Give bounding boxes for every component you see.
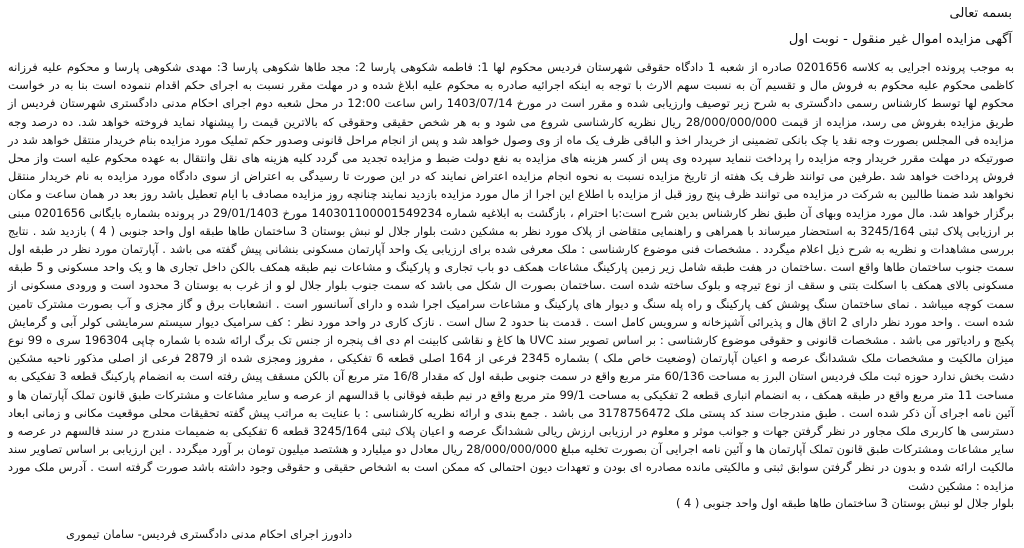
auction-notice-document xyxy=(6,6,1016,546)
basmala-header: بسمه تعالی xyxy=(949,6,1012,21)
property-address: بلوار جلال لو نبش بوستان 3 ساختمان طاها طبقه اول واحد جنوبی ( 4 ) xyxy=(675,495,1014,510)
notice-body-text: به موجب پرونده اجرایی به کلاسه 0201656 صادره از شعبه 1 دادگاه حقوقی شهرستان فردیس محکوم لها 1: فاطمه شکوهی پارسا 2: مجد طاها شکوهی پارسا 3: مهدی شکوهی پارسا و محکوم علیه فرزانه کاظمی محکوم علیه محکوم به فروش مال و تقسیم آن به نسبت سهم الارث با توجه به اینکه اجرائیه صادره به محکوم علیه ابلاغ شده و در مهلت مقرر نسبت به اجرای حکم اقدام ننموده است بنا به در خواست محکوم لها توسط کارشناس رسمی دادگستری به شرح زیر توصیف وارزیابی شده و مقرر است در مورخ 1403/07/14 راس ساعت 12:00 در محل شعبه دوم اجرای احکام مدنی دادگستری شهرستان فردیس از طریق مزایده بفروش می رسد، مزایده از قیمت 28/000/000/000 ریال نظریه کارشناسی شروع می شود و به هر شخص حقیقی وحقوقی که بالاترین قیمت را پیشنهاد نماید فروخته خواهد شد. ده درصد وجه مزایده فی المجلس بصورت وجه نقد یا چک بانکی تضمینی از خریدار اخذ و الباقی ظرف یک ماه از وی وصول خواهد شد و پس از انجام مراحل قانونی وصدور حکم تملیک مورد مزایده بنام خریدار منتقل خواهد شد در صورتیکه در مهلت مقرر خریدار وجه مزایده را پرداخت ننماید سپرده وی پس از کسر هزینه های مزایده به نفع دولت ضبط و مزایده تجدید می گردد کلیه هزینه های نقل وانتقال به عهده محکوم علیه است واز محل فروش پرداخت خواهد شد .طرفین می توانند ظرف یک هفته از تاریخ مزایده نسبت به نحوه انجام مزایده اعتراض نمایند که در این صورت تا رسیدگی به اعتراض از سوی دادگاه مورد مزایده به نام خریدار منتقل نخواهد شد ضمنا طالبین به شرکت در مزایده می توانند ظرف پنج روز قبل از مزایده با اطلاع این اجرا از مال مورد مزایده بازدید نمایند چنانچه روز مزایده مصادف با ایام تعطیل باشد روز بعد در همان ساعت و مکان برگزار خواهد شد. مال مورد مزایده وبهای آن طبق نظر کارشناس بدین شرح است:با احترام ، بازگشت به ابلاغیه شماره 140301100001549234 مورخ 29/01/1403 در پرونده بشماره بایگانی 0201656 مبنی بر ارزیابی پلاک ثبتی 3245/164 به استحضار میرساند با همراهی و راهنمایی متقاضی از پلاک مورد نظر به مشکین دشت بلوار جلال لو نبش بوستان 3 ساختمان طاها طبقه اول واحد جنوبی ( 4 ) بازدید شد . نتایج بررسی مشاهدات و نظریه به شرح ذیل اعلام میگردد . مشخصات فنی موضوع کارشناسی : ملک معرفی شده برای ارزیابی یک واحد آپارتمان مسکونی بنشانی پیش گفته می باشد . آپارتمان مورد نظر در طبقه اول سمت جنوب ساختمان طاها واقع است .ساختمان در هفت طبقه شامل زیر زمین پارکینگ مشاعات همکف دو باب تجاری و پارکینگ و مشاعات نیم طبقه همکف بالکن داخل تجاری ها و یک واحد مسکونی و 5 طبقه مسکونی بالای همکف با اسکلت بتنی و سقف از نوع تیرچه و بلوک ساخته شده است .ساختمان بصورت ال شکل می باشد که سمت جنوب بلوار جلال لو و از غرب به بوستان 3 محدود است و ورودی مسکونی از سمت کوچه میباشد . نمای ساختمان سنگ پوشش کف پارکینگ و راه پله سنگ و دیوار های پارکینگ و مشاعات سرامیک اجرا شده و دارای آسانسور است . انشعابات برق و گاز مجزی و آب بصورت مشترک تامین شده است . واحد مورد نظر دارای 2 اتاق هال و پذیرائی آشپزخانه و سرویس کامل است . قدمت بنا حدود 2 سال است . نازک کاری در واحد مورد نظر : کف سرامیک دیوار سیستم سرمایشی کولر آبی و گرمایش پکیج و رادیاتور می باشد . مشخصات قانونی و حقوقی موضوع کارشناسی : بر اساس تصویر سند UVC ها کاغ و نقاشی کابینت ام دی اف پنجره از جنس تک برگ ارائه شده با شماره چاپی 196304 سری ه 99 نوع میزان مالکیت و مشخصات ملک ششدانگ عرصه و اعیان آپارتمان (وضعیت خاص ملک ) بشماره 2345 فرعی از 164 اصلی قطعه 6 تفکیکی ، مفروز ومجزی شده از 2879 فرعی از اصلی مذکور ناحیه مشکین دشت بخش ندارد حوزه ثبت ملک فردیس استان البرز به مساحت 60/136 متر مربع واقع در سمت جنوبی طبقه اول که مقدار 16/8 متر مربع آن بالکن مسقف پیش رفته است به انضمام پارکینگ قطعه 3 تفکیکی به مساحت 11 متر مربع واقع در طبقه همکف ، به انضمام انباری قطعه 2 تفکیکی به مساحت 99/1 متر مربع واقع در نیم طبقه فوقانی با قدالسهم از عرصه و سایر مشاعات و مشترکات طبق قانون تملک آپارتمان ها و آئین نامه اجرای آن ذکر شده است . طبق مندرجات سند کد پستی ملک 3178756472 می باشد . جمع بندی و ارائه نظریه کارشناسی : با عنایت به مراتب پیش گفته تحقیقات محلی موقعیت مکانی و زمانی ابعاد دسترسی ها کاربری ملک مجاور در نظر گرفتن جهات و جوانب موثر و معلوم در ارزیابی ارزش ریالی ششدانگ عرصه و اعیان پلاک ثبتی 3245/164 قطعه 6 تفکیکی به ضمیمات مندرج در سند فالسهم در عرصه و سایر مشاعات ومشترکات طبق قانون تملک آپارتمان ها و آئین نامه اجرایی آن بصورت تخلیه مبلغ 28/000/000/000 ریال معادل دو میلیارد و هشتصد میلیون تومان بر آورد میگردد . این ارزیابی بر اساس تصاویر سند مالکیت ارائه شده و بدون در نظر گرفتن سوابق ثبتی و مالکیتی مانده مصادره ای بودن و تعهدات دیون احتمالی که ممکن است به اشخاص حقیقی و حقوقی وجود داشته باشد صورت گرفته است . آدرس ملک مورد مزایده : مشکین دشت xyxy=(8,60,1015,493)
notice-title: آگهی مزایده اموال غیر منقول - نوبت اول xyxy=(788,32,1012,47)
official-signature: دادورز اجرای احکام مدنی دادگستری فردیس- سامان تیموری xyxy=(66,527,353,541)
